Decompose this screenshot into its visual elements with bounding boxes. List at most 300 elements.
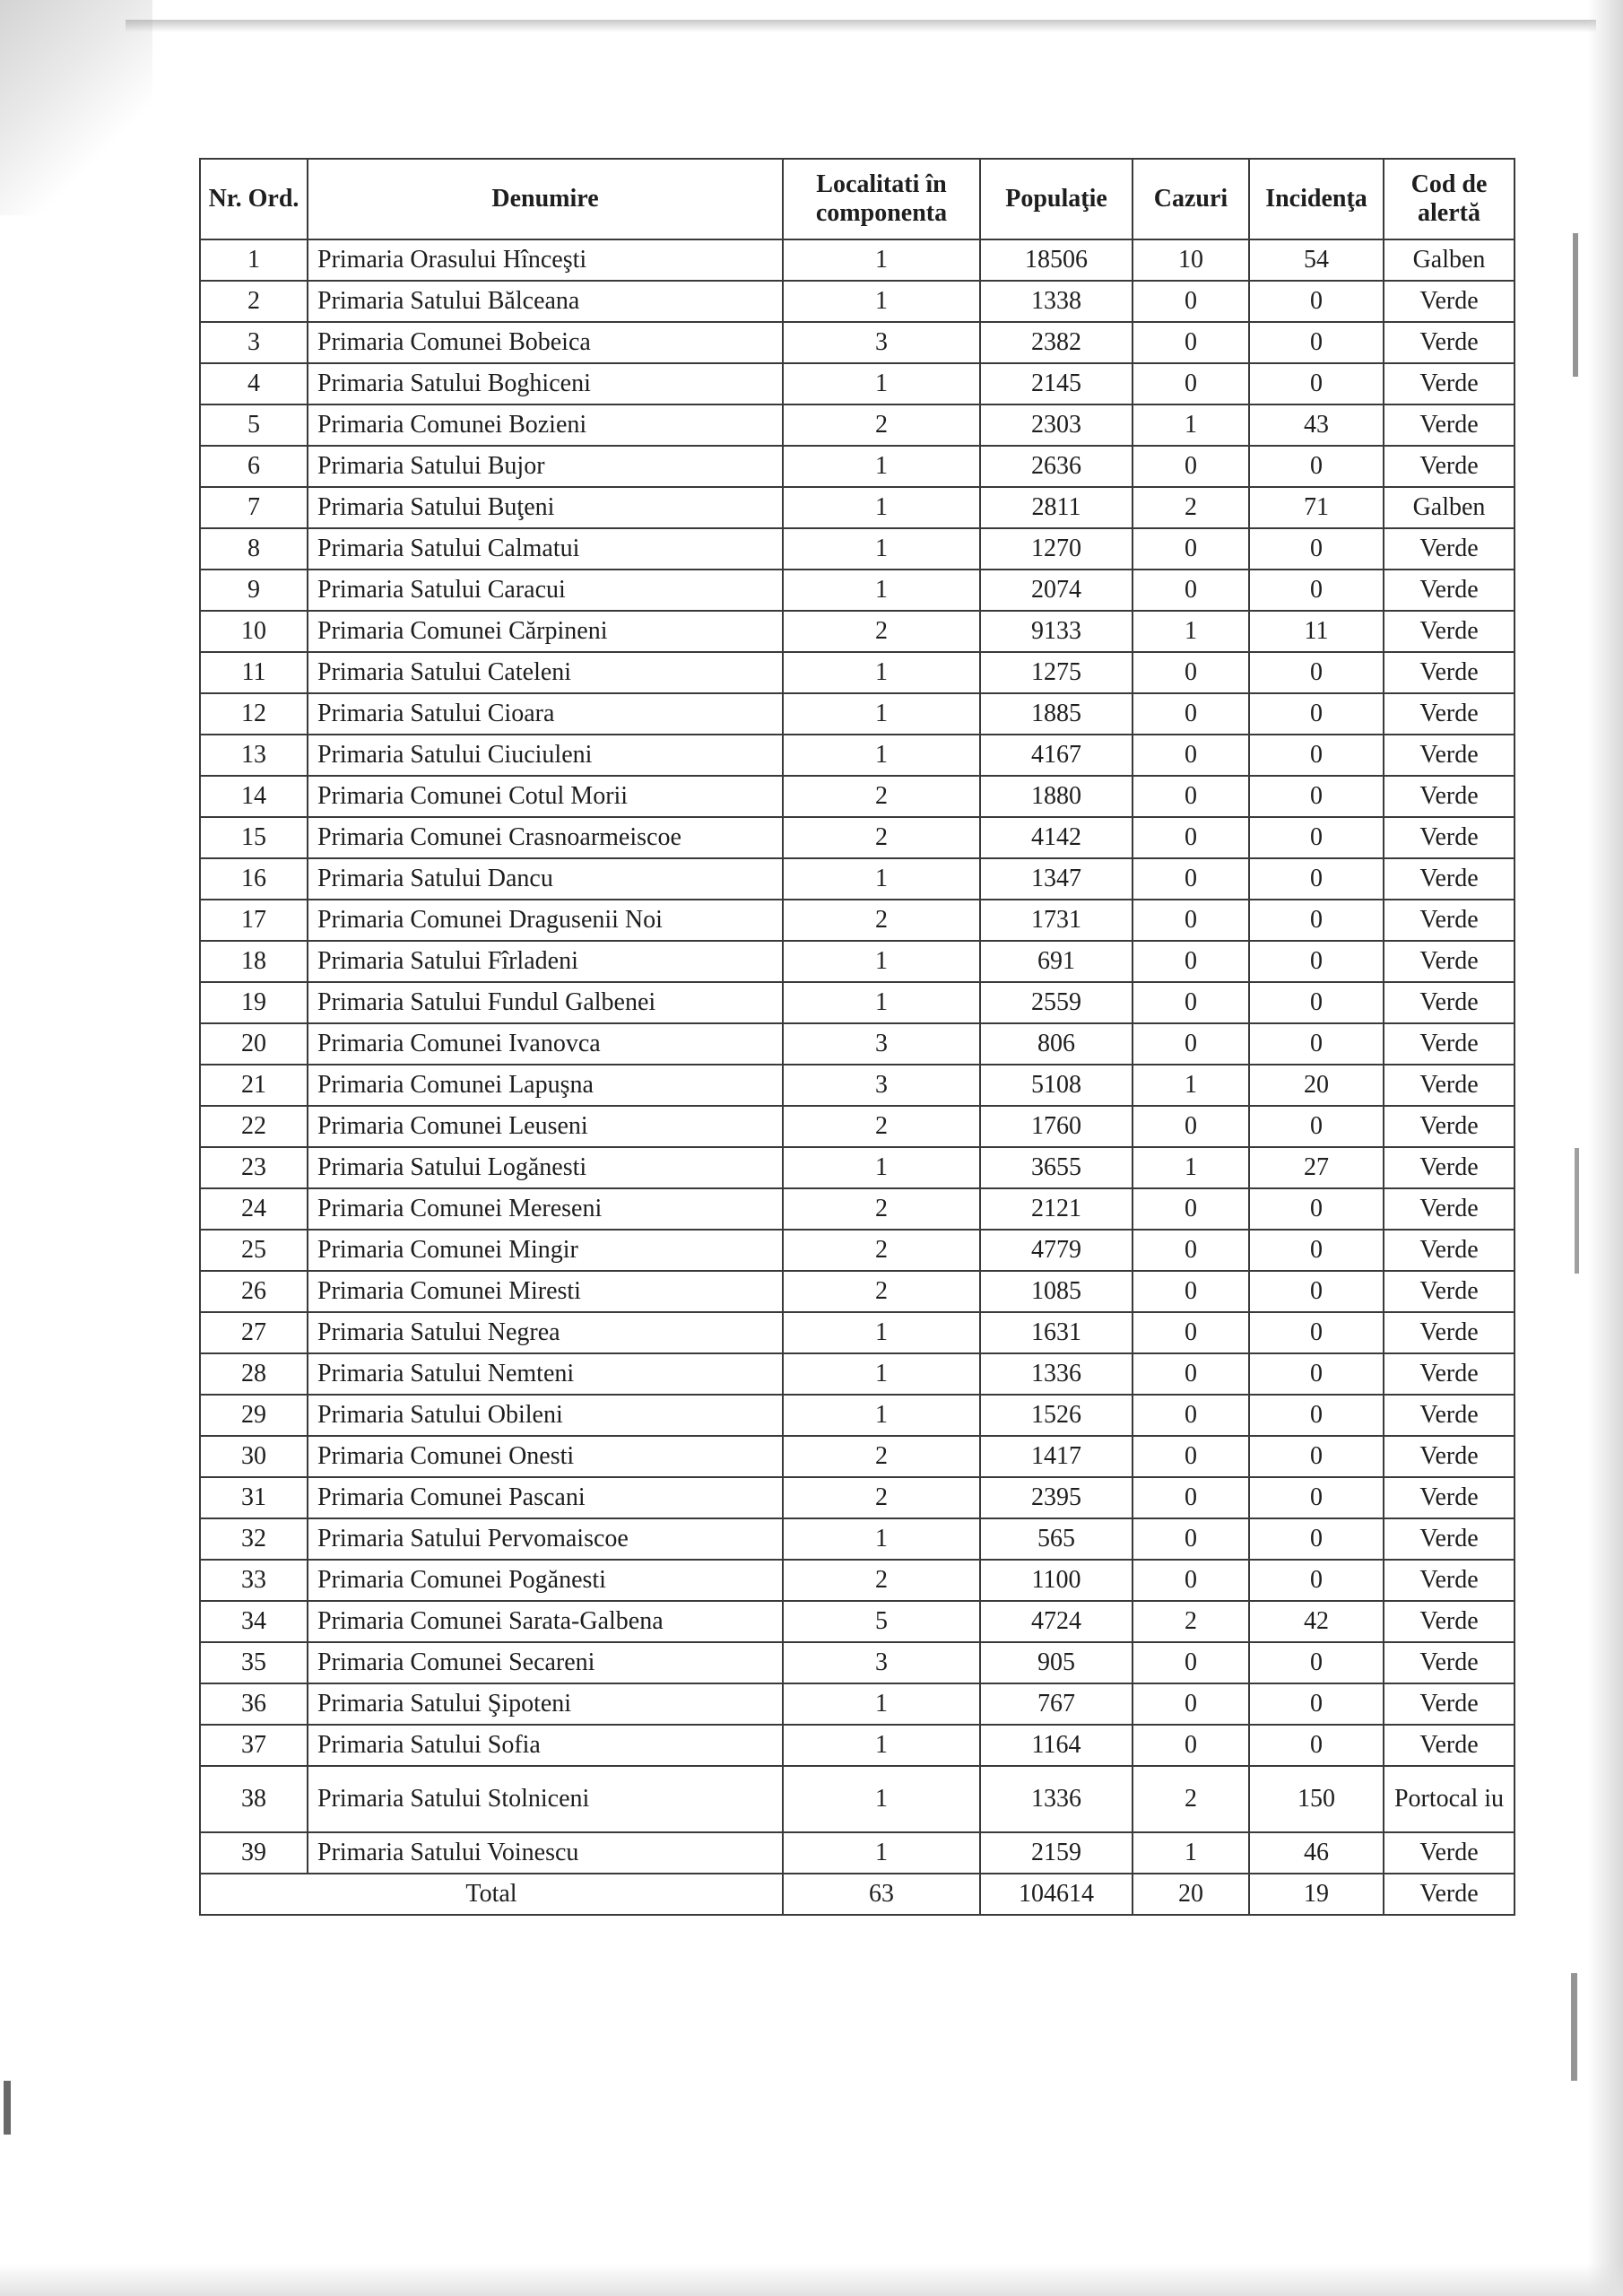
cell-localitati: 2	[783, 1436, 980, 1477]
cell-cazuri: 0	[1133, 363, 1249, 404]
table-row	[200, 1312, 1515, 1353]
cell-denumire: Primaria Satului Bălceana	[308, 281, 783, 322]
cell-nr: 37	[200, 1725, 308, 1766]
cell-nr: 21	[200, 1065, 308, 1106]
cell-incidenta: 0	[1249, 1477, 1384, 1518]
cell-denumire: Primaria Satului Ciuciuleni	[308, 735, 783, 776]
cell-denumire: Primaria Comunei Crasnoarmeiscoe	[308, 817, 783, 858]
cell-denumire: Primaria Satului Calmatui	[308, 528, 783, 570]
table-row	[200, 1065, 1515, 1106]
cell-localitati: 1	[783, 1766, 980, 1832]
cell-nr: 36	[200, 1683, 308, 1725]
cell-localitati: 3	[783, 1023, 980, 1065]
cell-denumire: Primaria Satului Dancu	[308, 858, 783, 900]
cell-nr: 22	[200, 1106, 308, 1147]
cell-nr: 35	[200, 1642, 308, 1683]
cell-localitati: 1	[783, 693, 980, 735]
cell-localitati: 5	[783, 1601, 980, 1642]
cell-cod: Verde	[1384, 817, 1515, 858]
cell-incidenta: 20	[1249, 1065, 1384, 1106]
cell-cod: Verde	[1384, 1832, 1515, 1874]
cell-cazuri: 0	[1133, 1106, 1249, 1147]
top-edge-shadow	[126, 20, 1596, 32]
cell-localitati: 2	[783, 1477, 980, 1518]
cell-populatie: 1731	[980, 900, 1133, 941]
cell-nr: 13	[200, 735, 308, 776]
cell-cazuri: 0	[1133, 1188, 1249, 1230]
cell-cod: Verde	[1384, 1188, 1515, 1230]
cell-denumire: Primaria Comunei Lapuşna	[308, 1065, 783, 1106]
cell-denumire: Primaria Comunei Secareni	[308, 1642, 783, 1683]
cell-denumire: Primaria Orasului Hînceşti	[308, 239, 783, 281]
cell-cod: Verde	[1384, 1230, 1515, 1271]
cell-cazuri: 0	[1133, 941, 1249, 982]
cell-incidenta: 27	[1249, 1147, 1384, 1188]
table-row	[200, 1518, 1515, 1560]
cell-incidenta: 0	[1249, 900, 1384, 941]
table-row	[200, 239, 1515, 281]
table-row	[200, 487, 1515, 528]
cell-localitati: 1	[783, 363, 980, 404]
cell-incidenta: 0	[1249, 693, 1384, 735]
bottom-edge-shadow	[0, 2264, 1623, 2296]
cell-populatie: 1100	[980, 1560, 1133, 1601]
cell-nr: 26	[200, 1271, 308, 1312]
table-row	[200, 1106, 1515, 1147]
cell-nr: 9	[200, 570, 308, 611]
cell-incidenta: 0	[1249, 1395, 1384, 1436]
cell-nr: 38	[200, 1766, 308, 1832]
cell-populatie: 1760	[980, 1106, 1133, 1147]
scan-artifact-right	[1573, 233, 1578, 377]
cell-cod: Verde	[1384, 735, 1515, 776]
cell-cod: Verde	[1384, 900, 1515, 941]
cell-cod: Verde	[1384, 1518, 1515, 1560]
table-row	[200, 611, 1515, 652]
cell-localitati: 1	[783, 1312, 980, 1353]
table-row	[200, 570, 1515, 611]
cell-cazuri: 0	[1133, 900, 1249, 941]
cell-populatie: 691	[980, 941, 1133, 982]
cell-cod: Verde	[1384, 1683, 1515, 1725]
scan-artifact-right-3	[1571, 1973, 1577, 2081]
cell-cod: Verde	[1384, 1436, 1515, 1477]
cell-populatie: 4724	[980, 1601, 1133, 1642]
cell-cod: Verde	[1384, 1353, 1515, 1395]
cell-denumire: Primaria Satului Obileni	[308, 1395, 783, 1436]
total-incidenta: 19	[1249, 1874, 1384, 1915]
cell-denumire: Primaria Satului Buţeni	[308, 487, 783, 528]
cell-populatie: 4142	[980, 817, 1133, 858]
cell-cazuri: 0	[1133, 776, 1249, 817]
table-row	[200, 1188, 1515, 1230]
cell-denumire: Primaria Satului Nemteni	[308, 1353, 783, 1395]
cell-cazuri: 0	[1133, 1518, 1249, 1560]
total-localitati: 63	[783, 1874, 980, 1915]
cell-incidenta: 0	[1249, 1230, 1384, 1271]
cell-cazuri: 1	[1133, 1832, 1249, 1874]
cell-denumire: Primaria Comunei Sarata-Galbena	[308, 1601, 783, 1642]
cell-nr: 31	[200, 1477, 308, 1518]
cell-cod: Verde	[1384, 941, 1515, 982]
table-row	[200, 1147, 1515, 1188]
cell-denumire: Primaria Satului Cateleni	[308, 652, 783, 693]
table-row	[200, 900, 1515, 941]
cell-cazuri: 0	[1133, 1230, 1249, 1271]
cell-localitati: 2	[783, 776, 980, 817]
cell-cazuri: 0	[1133, 1477, 1249, 1518]
cell-localitati: 1	[783, 1518, 980, 1560]
cell-populatie: 2145	[980, 363, 1133, 404]
cell-cod: Verde	[1384, 982, 1515, 1023]
cell-nr: 29	[200, 1395, 308, 1436]
cell-cazuri: 10	[1133, 239, 1249, 281]
total-cazuri: 20	[1133, 1874, 1249, 1915]
cell-cod: Verde	[1384, 1642, 1515, 1683]
cell-localitati: 1	[783, 982, 980, 1023]
cell-populatie: 1885	[980, 693, 1133, 735]
incidence-table	[199, 158, 1515, 1916]
cell-nr: 27	[200, 1312, 308, 1353]
cell-localitati: 2	[783, 817, 980, 858]
cell-nr: 17	[200, 900, 308, 941]
cell-denumire: Primaria Comunei Bobeica	[308, 322, 783, 363]
table-row	[200, 735, 1515, 776]
cell-cod: Verde	[1384, 1147, 1515, 1188]
scan-artifact-right-2	[1575, 1148, 1579, 1274]
table-row	[200, 404, 1515, 446]
header-cod: Cod de alertă	[1384, 159, 1515, 239]
cell-localitati: 1	[783, 1832, 980, 1874]
cell-cazuri: 1	[1133, 611, 1249, 652]
cell-localitati: 1	[783, 858, 980, 900]
cell-localitati: 1	[783, 1683, 980, 1725]
cell-denumire: Primaria Satului Bujor	[308, 446, 783, 487]
cell-populatie: 5108	[980, 1065, 1133, 1106]
cell-cazuri: 2	[1133, 1601, 1249, 1642]
table-row	[200, 1230, 1515, 1271]
cell-populatie: 2121	[980, 1188, 1133, 1230]
cell-populatie: 905	[980, 1642, 1133, 1683]
cell-nr: 5	[200, 404, 308, 446]
cell-denumire: Primaria Comunei Miresti	[308, 1271, 783, 1312]
cell-nr: 28	[200, 1353, 308, 1395]
cell-populatie: 1164	[980, 1725, 1133, 1766]
cell-populatie: 2074	[980, 570, 1133, 611]
cell-incidenta: 0	[1249, 1312, 1384, 1353]
cell-populatie: 2382	[980, 322, 1133, 363]
cell-cazuri: 0	[1133, 1312, 1249, 1353]
cell-incidenta: 0	[1249, 1642, 1384, 1683]
table-row	[200, 693, 1515, 735]
table-row	[200, 363, 1515, 404]
cell-cazuri: 0	[1133, 1642, 1249, 1683]
cell-cod: Verde	[1384, 1106, 1515, 1147]
table-row	[200, 652, 1515, 693]
cell-denumire: Primaria Satului Caracui	[308, 570, 783, 611]
table-row	[200, 1436, 1515, 1477]
cell-nr: 14	[200, 776, 308, 817]
right-edge-shadow	[1587, 0, 1623, 2296]
cell-populatie: 1417	[980, 1436, 1133, 1477]
cell-populatie: 1526	[980, 1395, 1133, 1436]
cell-localitati: 2	[783, 1271, 980, 1312]
cell-incidenta: 0	[1249, 1560, 1384, 1601]
cell-populatie: 1338	[980, 281, 1133, 322]
table-row	[200, 281, 1515, 322]
cell-incidenta: 0	[1249, 941, 1384, 982]
cell-cod: Verde	[1384, 1725, 1515, 1766]
cell-cod: Verde	[1384, 1312, 1515, 1353]
cell-cazuri: 0	[1133, 528, 1249, 570]
cell-cod: Verde	[1384, 1477, 1515, 1518]
table-row	[200, 1023, 1515, 1065]
cell-localitati: 2	[783, 404, 980, 446]
cell-populatie: 1275	[980, 652, 1133, 693]
cell-populatie: 2811	[980, 487, 1133, 528]
cell-nr: 3	[200, 322, 308, 363]
cell-cazuri: 0	[1133, 1271, 1249, 1312]
cell-cazuri: 1	[1133, 404, 1249, 446]
cell-populatie: 1085	[980, 1271, 1133, 1312]
cell-populatie: 2395	[980, 1477, 1133, 1518]
total-populatie: 104614	[980, 1874, 1133, 1915]
cell-cazuri: 2	[1133, 487, 1249, 528]
cell-populatie: 3655	[980, 1147, 1133, 1188]
table-header	[200, 159, 1515, 239]
cell-denumire: Primaria Comunei Leuseni	[308, 1106, 783, 1147]
cell-cod: Verde	[1384, 404, 1515, 446]
table-row	[200, 1683, 1515, 1725]
cell-incidenta: 0	[1249, 1023, 1384, 1065]
cell-nr: 10	[200, 611, 308, 652]
header-denumire: Denumire	[308, 159, 783, 239]
cell-incidenta: 0	[1249, 1188, 1384, 1230]
cell-cazuri: 0	[1133, 1725, 1249, 1766]
cell-localitati: 1	[783, 239, 980, 281]
cell-nr: 16	[200, 858, 308, 900]
cell-localitati: 1	[783, 1395, 980, 1436]
cell-localitati: 1	[783, 446, 980, 487]
cell-localitati: 1	[783, 570, 980, 611]
cell-nr: 8	[200, 528, 308, 570]
cell-denumire: Primaria Comunei Mingir	[308, 1230, 783, 1271]
cell-localitati: 2	[783, 1106, 980, 1147]
cell-incidenta: 42	[1249, 1601, 1384, 1642]
table-row	[200, 1271, 1515, 1312]
cell-populatie: 1270	[980, 528, 1133, 570]
cell-cazuri: 0	[1133, 1023, 1249, 1065]
cell-nr: 11	[200, 652, 308, 693]
cell-cod: Portocal iu	[1384, 1766, 1515, 1832]
cell-nr: 32	[200, 1518, 308, 1560]
cell-denumire: Primaria Satului Cioara	[308, 693, 783, 735]
cell-localitati: 2	[783, 1188, 980, 1230]
cell-populatie: 2159	[980, 1832, 1133, 1874]
cell-nr: 34	[200, 1601, 308, 1642]
cell-incidenta: 150	[1249, 1766, 1384, 1832]
cell-nr: 23	[200, 1147, 308, 1188]
cell-cazuri: 0	[1133, 1353, 1249, 1395]
cell-incidenta: 0	[1249, 281, 1384, 322]
table-row	[200, 817, 1515, 858]
cell-cazuri: 1	[1133, 1065, 1249, 1106]
page-fold-shadow	[0, 0, 152, 215]
cell-cazuri: 0	[1133, 1560, 1249, 1601]
cell-cod: Verde	[1384, 1023, 1515, 1065]
table-row	[200, 1601, 1515, 1642]
table-row	[200, 1725, 1515, 1766]
table-row	[200, 1832, 1515, 1874]
table-row	[200, 528, 1515, 570]
cell-cazuri: 0	[1133, 858, 1249, 900]
cell-cod: Verde	[1384, 1395, 1515, 1436]
cell-localitati: 3	[783, 322, 980, 363]
cell-incidenta: 0	[1249, 858, 1384, 900]
cell-localitati: 2	[783, 1230, 980, 1271]
cell-incidenta: 0	[1249, 446, 1384, 487]
cell-cazuri: 0	[1133, 982, 1249, 1023]
table-row	[200, 1766, 1515, 1832]
header-nr: Nr. Ord.	[200, 159, 308, 239]
cell-denumire: Primaria Satului Fundul Galbenei	[308, 982, 783, 1023]
cell-nr: 18	[200, 941, 308, 982]
total-cod: Verde	[1384, 1874, 1515, 1915]
table-row	[200, 982, 1515, 1023]
table-row	[200, 776, 1515, 817]
table-row	[200, 1642, 1515, 1683]
cell-localitati: 1	[783, 281, 980, 322]
cell-populatie: 806	[980, 1023, 1133, 1065]
cell-localitati: 1	[783, 1147, 980, 1188]
table-row	[200, 446, 1515, 487]
cell-cod: Verde	[1384, 363, 1515, 404]
cell-denumire: Primaria Comunei Onesti	[308, 1436, 783, 1477]
table-row	[200, 1560, 1515, 1601]
cell-incidenta: 0	[1249, 776, 1384, 817]
cell-cod: Verde	[1384, 1271, 1515, 1312]
cell-cod: Verde	[1384, 446, 1515, 487]
cell-localitati: 2	[783, 611, 980, 652]
cell-localitati: 2	[783, 1560, 980, 1601]
cell-incidenta: 0	[1249, 1436, 1384, 1477]
cell-denumire: Primaria Satului Pervomaiscoe	[308, 1518, 783, 1560]
cell-denumire: Primaria Satului Voinescu	[308, 1832, 783, 1874]
cell-cod: Verde	[1384, 652, 1515, 693]
cell-cod: Verde	[1384, 858, 1515, 900]
cell-cod: Verde	[1384, 281, 1515, 322]
cell-populatie: 9133	[980, 611, 1133, 652]
cell-localitati: 1	[783, 941, 980, 982]
cell-localitati: 3	[783, 1065, 980, 1106]
table-row	[200, 322, 1515, 363]
table-body	[200, 239, 1515, 1874]
cell-nr: 4	[200, 363, 308, 404]
cell-incidenta: 0	[1249, 528, 1384, 570]
cell-cazuri: 0	[1133, 1436, 1249, 1477]
cell-cazuri: 0	[1133, 570, 1249, 611]
cell-cazuri: 0	[1133, 281, 1249, 322]
cell-incidenta: 0	[1249, 1518, 1384, 1560]
cell-cod: Verde	[1384, 611, 1515, 652]
cell-populatie: 1336	[980, 1766, 1133, 1832]
total-label: Total	[200, 1874, 783, 1915]
cell-localitati: 1	[783, 487, 980, 528]
cell-incidenta: 0	[1249, 363, 1384, 404]
table-row	[200, 1477, 1515, 1518]
cell-cod: Verde	[1384, 1601, 1515, 1642]
cell-incidenta: 11	[1249, 611, 1384, 652]
cell-populatie: 4167	[980, 735, 1133, 776]
cell-cazuri: 0	[1133, 322, 1249, 363]
cell-populatie: 767	[980, 1683, 1133, 1725]
cell-nr: 15	[200, 817, 308, 858]
cell-incidenta: 54	[1249, 239, 1384, 281]
cell-nr: 7	[200, 487, 308, 528]
cell-cazuri: 0	[1133, 1683, 1249, 1725]
cell-denumire: Primaria Comunei Cărpineni	[308, 611, 783, 652]
cell-cazuri: 2	[1133, 1766, 1249, 1832]
cell-incidenta: 0	[1249, 570, 1384, 611]
cell-cazuri: 0	[1133, 817, 1249, 858]
table-row	[200, 941, 1515, 982]
cell-cod: Galben	[1384, 239, 1515, 281]
cell-incidenta: 71	[1249, 487, 1384, 528]
cell-nr: 20	[200, 1023, 308, 1065]
cell-nr: 30	[200, 1436, 308, 1477]
table-row	[200, 1395, 1515, 1436]
cell-incidenta: 0	[1249, 982, 1384, 1023]
cell-incidenta: 0	[1249, 322, 1384, 363]
cell-denumire: Primaria Comunei Dragusenii Noi	[308, 900, 783, 941]
scan-artifact-left	[4, 2081, 11, 2135]
cell-cod: Galben	[1384, 487, 1515, 528]
cell-nr: 33	[200, 1560, 308, 1601]
cell-denumire: Primaria Satului Şipoteni	[308, 1683, 783, 1725]
cell-cazuri: 0	[1133, 652, 1249, 693]
cell-cazuri: 1	[1133, 1147, 1249, 1188]
cell-nr: 24	[200, 1188, 308, 1230]
header-incidenta: Incidenţa	[1249, 159, 1384, 239]
cell-denumire: Primaria Comunei Pogănesti	[308, 1560, 783, 1601]
cell-denumire: Primaria Comunei Mereseni	[308, 1188, 783, 1230]
cell-incidenta: 0	[1249, 652, 1384, 693]
table-footer	[200, 1874, 1515, 1915]
cell-populatie: 565	[980, 1518, 1133, 1560]
cell-cod: Verde	[1384, 1065, 1515, 1106]
header-cazuri: Cazuri	[1133, 159, 1249, 239]
cell-populatie: 2303	[980, 404, 1133, 446]
cell-localitati: 1	[783, 735, 980, 776]
cell-cazuri: 0	[1133, 1395, 1249, 1436]
cell-populatie: 2636	[980, 446, 1133, 487]
cell-populatie: 2559	[980, 982, 1133, 1023]
cell-nr: 12	[200, 693, 308, 735]
cell-nr: 6	[200, 446, 308, 487]
cell-incidenta: 0	[1249, 817, 1384, 858]
cell-denumire: Primaria Satului Boghiceni	[308, 363, 783, 404]
cell-localitati: 1	[783, 1725, 980, 1766]
cell-cazuri: 0	[1133, 693, 1249, 735]
cell-denumire: Primaria Satului Stolniceni	[308, 1766, 783, 1832]
cell-incidenta: 0	[1249, 735, 1384, 776]
cell-populatie: 4779	[980, 1230, 1133, 1271]
cell-populatie: 1336	[980, 1353, 1133, 1395]
table-row	[200, 1353, 1515, 1395]
cell-incidenta: 0	[1249, 1683, 1384, 1725]
cell-incidenta: 0	[1249, 1106, 1384, 1147]
cell-cazuri: 0	[1133, 446, 1249, 487]
